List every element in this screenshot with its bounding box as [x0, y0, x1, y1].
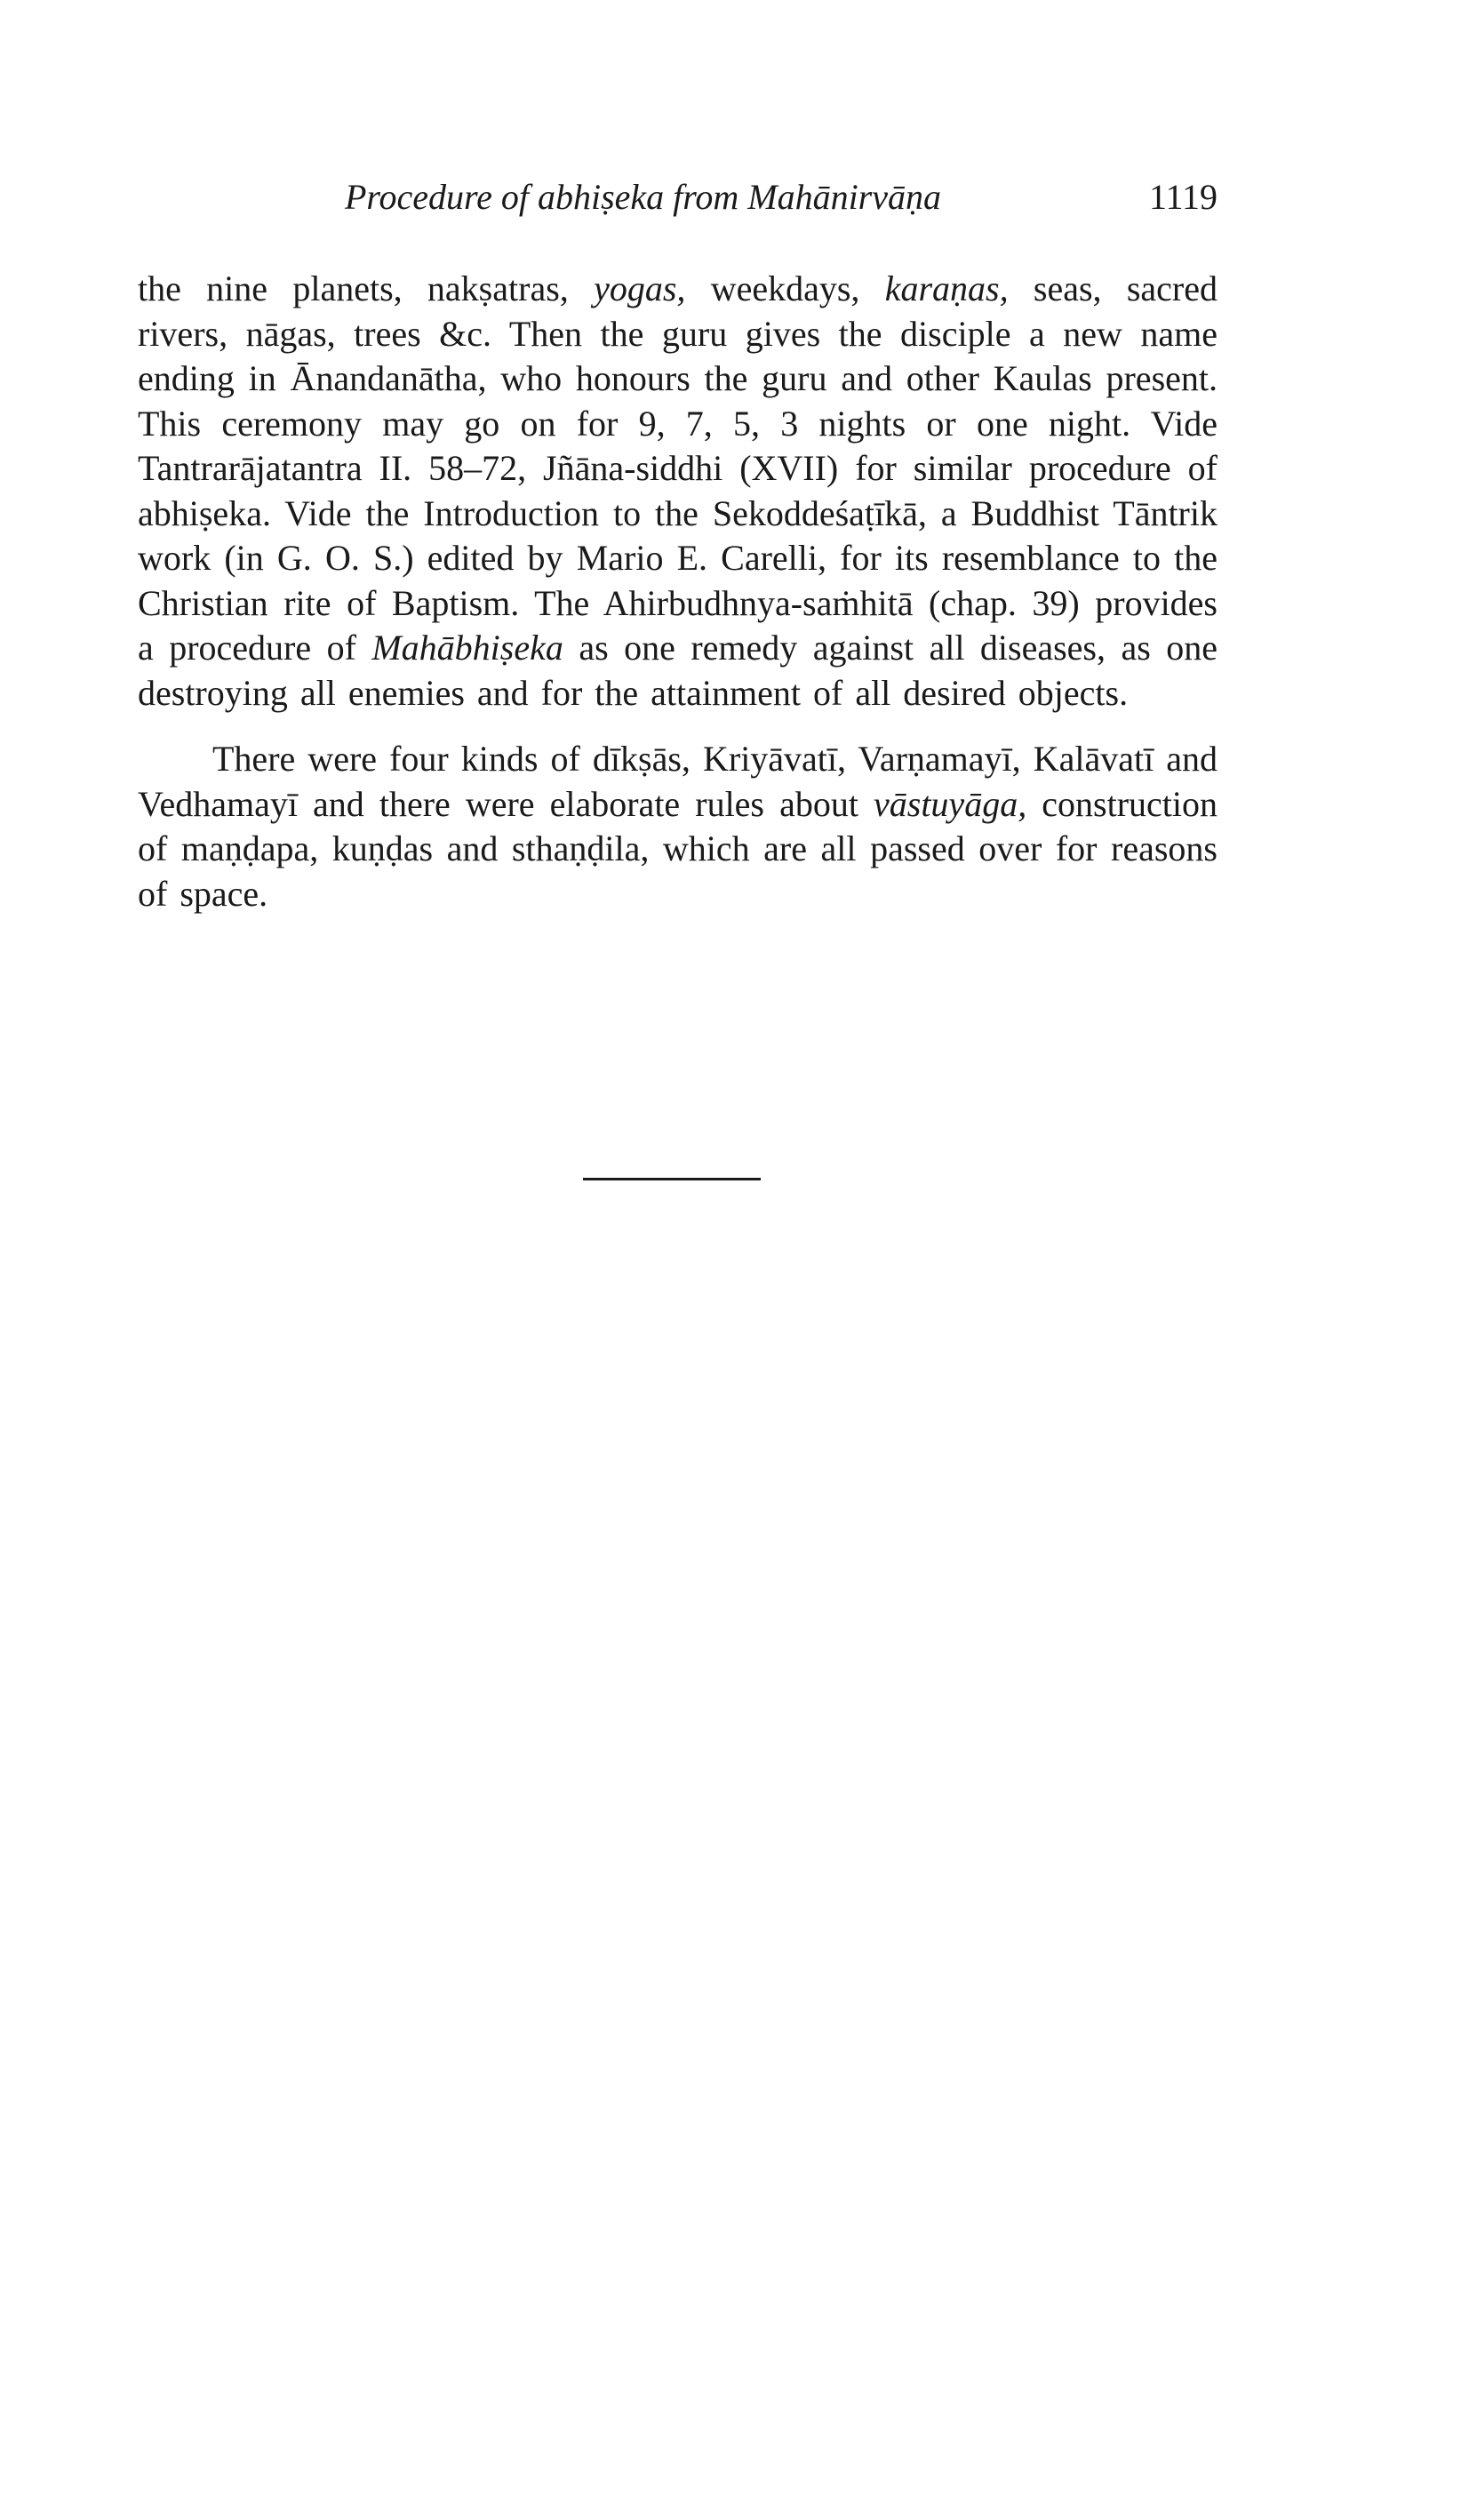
text-segment: weekdays, [685, 268, 885, 308]
italic-term: yogas, [594, 268, 686, 308]
italic-term: Mahābhiṣeka [371, 628, 563, 668]
text-segment: seas, sacred rivers, nāgas, trees &c. Then the guru gives the disciple a new name ending in Ānandanātha, who honours the guru and other Kaulas present. This ceremony may go on for 9, 7, 5, 3 nights or one night. Vide Tantrarājatantra II. 58–72, Jñāna-siddhi (XVII) for similar procedure of abhiṣeka. Vide the Introduction to the Sekoddeśaṭīkā, a Buddhist Tāntrik work (in G. O. S.) edited by Mario E. Carelli, for its resemblance to the Christian rite of Baptism. The Ahirbudhnya-saṁhitā (chap. 39) provides a procedure of [138, 268, 1218, 668]
page-number: 1119 [1148, 177, 1218, 217]
paragraph-2 [138, 737, 1218, 916]
section-end-rule [583, 1178, 761, 1180]
text-segment: as one remedy against all diseases, as one destroying all enemies and for the attainment of all desired objects. [138, 628, 1218, 713]
text-segment: There were four kinds of dīkṣās, Kriyāvatī, Varṇamayī, Kalāvatī and Vedhamayī and there were elaborate rules about [138, 739, 1218, 824]
body-text [138, 267, 1218, 916]
running-title: Procedure of abhiṣeka from Mahānirvāṇa [345, 177, 941, 217]
text-segment: the nine planets, nakṣatras, [138, 268, 595, 308]
text-segment: construction of maṇḍapa, kuṇḍas and sthaṇḍila, which are all passed over for reasons of space. [138, 783, 1218, 914]
italic-term: karaṇas, [884, 268, 1009, 308]
italic-term: vāstuyāga, [874, 783, 1027, 824]
page-header [138, 176, 1218, 229]
paragraph-1 [138, 267, 1218, 716]
